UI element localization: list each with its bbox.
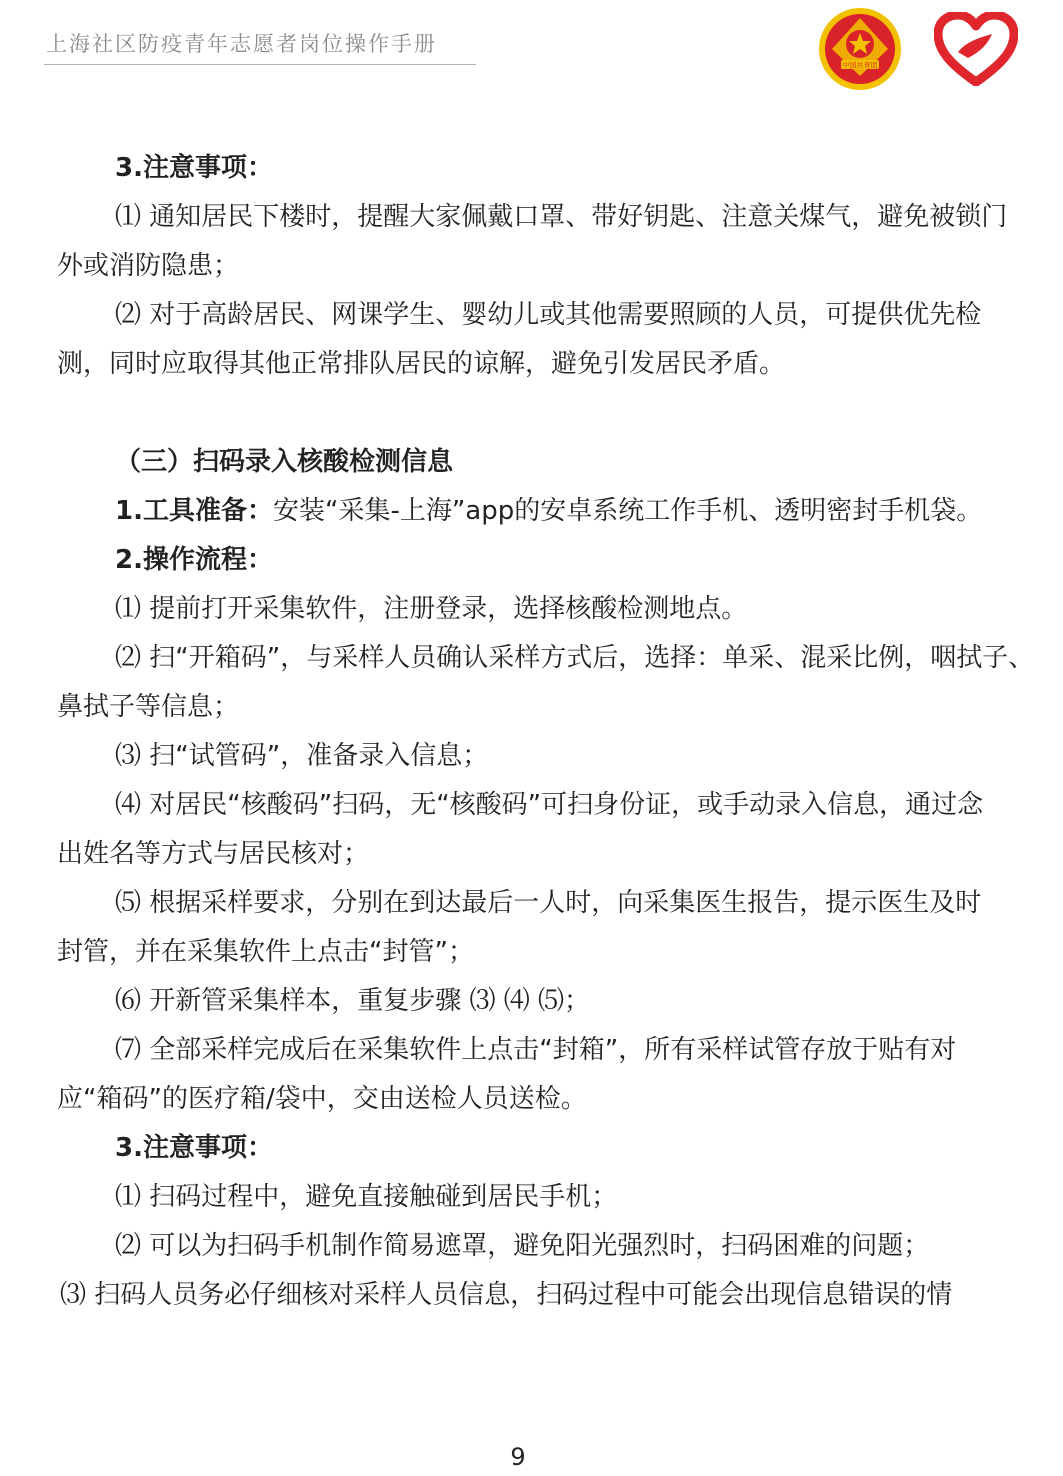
paragraph-line: ⑶ 扫“试管码”，准备录入信息； bbox=[115, 741, 489, 771]
paragraph-line: ⑺ 全部采样完成后在采集软件上点击“封箱”，所有采样试管存放于贴有对 bbox=[115, 1035, 957, 1065]
league-logo-text: 中国共青团 bbox=[842, 61, 878, 70]
paragraph-line: ⑶ 扫码人员务必仔细核对采样人员信息，扫码过程中可能会出现信息错误的情 bbox=[60, 1280, 953, 1310]
paragraph-line: ⑸ 根据采样要求，分别在到达最后一人时，向采集医生报告，提示医生及时 bbox=[115, 888, 982, 918]
paragraph-line: ⑴ 通知居民下楼时，提醒大家佩戴口罩、带好钥匙、注意关煤气，避免被锁门 bbox=[115, 202, 1008, 232]
section-heading-notes: 3.注意事项： bbox=[115, 1133, 273, 1163]
paragraph-line: ⑴ 扫码过程中，避免直接触碰到居民手机； bbox=[115, 1182, 618, 1212]
page-number: 9 bbox=[510, 1443, 526, 1471]
paragraph-line: 外或消防隐患； bbox=[57, 251, 240, 281]
communist-youth-league-logo bbox=[817, 6, 903, 92]
header-divider bbox=[44, 64, 476, 65]
section-heading-notes-previous: 3.注意事项： bbox=[115, 153, 273, 183]
tools-label: 1.工具准备： bbox=[115, 496, 273, 526]
paragraph-line: 封管，并在采集软件上点击“封管”； bbox=[57, 937, 474, 967]
paragraph-line: ⑵ 可以为扫码手机制作简易遮罩，避免阳光强烈时，扫码困难的问题； bbox=[115, 1231, 930, 1261]
section-heading-process: 2.操作流程： bbox=[115, 545, 273, 575]
paragraph-line: ⑴ 提前打开采集软件，注册登录，选择核酸检测地点。 bbox=[115, 594, 748, 624]
tools-preparation-line bbox=[115, 494, 982, 528]
paragraph-line: ⑷ 对居民“核酸码”扫码，无“核酸码”可扫身份证，或手动录入信息，通过念 bbox=[115, 790, 984, 820]
section-heading-scan-entry: （三）扫码录入核酸检测信息 bbox=[115, 447, 454, 477]
tools-text: 安装“采集-上海”app的安卓系统工作手机、透明密封手机袋。 bbox=[272, 496, 983, 526]
paragraph-line: ⑵ 对于高龄居民、网课学生、婴幼儿或其他需要照顾的人员，可提供优先检 bbox=[115, 300, 982, 330]
paragraph-line: 应“箱码”的医疗箱/袋中，交由送检人员送检。 bbox=[57, 1084, 587, 1114]
paragraph-line: 测，同时应取得其他正常排队居民的谅解，避免引发居民矛盾。 bbox=[57, 349, 786, 379]
paragraph-line: ⑹ 开新管采集样本，重复步骤 ⑶ ⑷ ⑸； bbox=[115, 986, 591, 1016]
document-header-title: 上海社区防疫青年志愿者岗位操作手册 bbox=[46, 32, 437, 56]
paragraph-line: 鼻拭子等信息； bbox=[57, 692, 240, 722]
paragraph-line: ⑵ 扫“开箱码”，与采样人员确认采样方式后，选择：单采、混采比例，咽拭子、 bbox=[115, 643, 1035, 673]
paragraph-line: 出姓名等方式与居民核对； bbox=[57, 839, 370, 869]
volunteer-heart-logo bbox=[934, 12, 1018, 86]
